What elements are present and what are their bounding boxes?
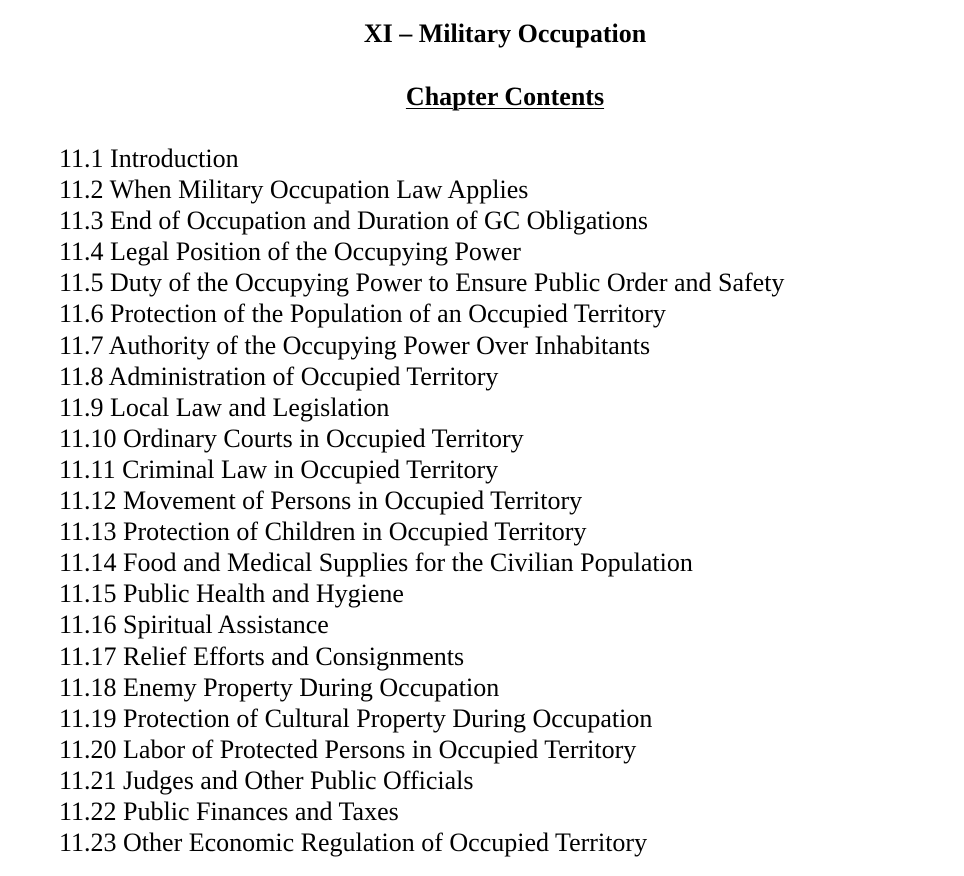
toc-item: 11.13 Protection of Children in Occupied Territory — [59, 517, 587, 547]
toc-item: 11.14 Food and Medical Supplies for the Civilian Population — [59, 548, 693, 578]
contents-heading: Chapter Contents — [405, 82, 605, 111]
toc-item: 11.3 End of Occupation and Duration of GC Obligations — [59, 206, 648, 236]
table-of-contents — [59, 143, 784, 858]
toc-item: 11.10 Ordinary Courts in Occupied Territory — [59, 423, 524, 453]
toc-item: 11.1 Introduction — [59, 144, 239, 173]
toc-item: 11.7 Authority of the Occupying Power Over Inhabitants — [59, 330, 651, 360]
toc-item: 11.8 Administration of Occupied Territory — [59, 361, 499, 391]
toc-item: 11.16 Spiritual Assistance — [59, 610, 329, 640]
toc-item: 11.12 Movement of Persons in Occupied Territory — [59, 486, 583, 516]
toc-item: 11.18 Enemy Property During Occupation — [59, 672, 500, 702]
toc-item: 11.19 Protection of Cultural Property During Occupation — [59, 703, 653, 733]
toc-item: 11.17 Relief Efforts and Consignments — [59, 641, 465, 671]
toc-item: 11.21 Judges and Other Public Officials — [59, 765, 474, 795]
toc-item: 11.4 Legal Position of the Occupying Power — [59, 237, 521, 267]
toc-item: 11.5 Duty of the Occupying Power to Ensure Public Order and Safety — [59, 268, 785, 298]
toc-item: 11.22 Public Finances and Taxes — [59, 796, 399, 826]
toc-item: 11.15 Public Health and Hygiene — [59, 579, 404, 609]
contents-heading-wrapper — [0, 80, 964, 114]
toc-item: 11.20 Labor of Protected Persons in Occupied Territory — [59, 734, 637, 764]
toc-item: 11.2 When Military Occupation Law Applies — [59, 175, 529, 205]
toc-item: 11.23 Other Economic Regulation of Occupied Territory — [59, 828, 648, 858]
toc-item: 11.9 Local Law and Legislation — [59, 392, 390, 422]
toc-item: 11.6 Protection of the Population of an Occupied Territory — [59, 299, 666, 329]
toc-item: 11.11 Criminal Law in Occupied Territory — [59, 454, 499, 484]
chapter-title: XI – Military Occupation — [363, 19, 647, 48]
